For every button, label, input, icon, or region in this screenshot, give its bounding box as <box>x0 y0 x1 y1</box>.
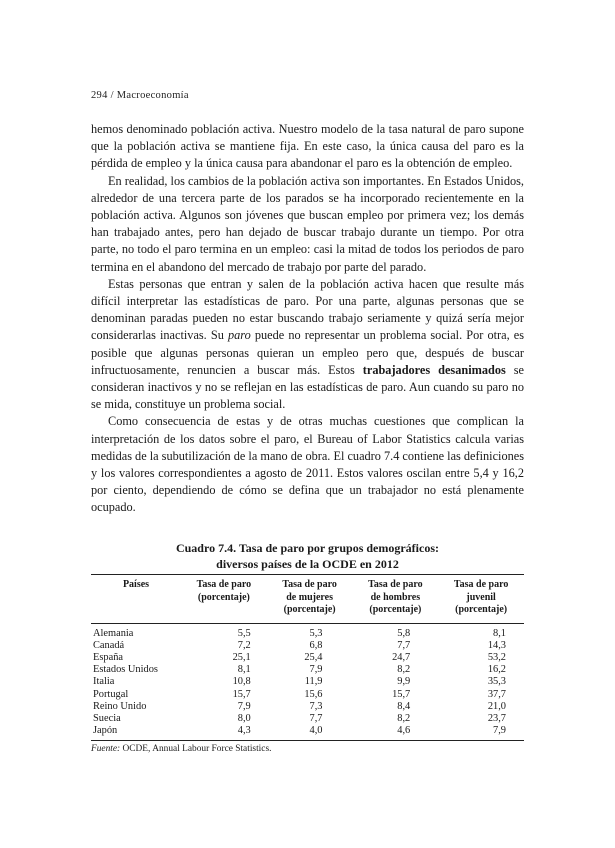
cell-women: 7,9 <box>309 664 323 676</box>
header-rate-line-2: (porcentaje) <box>197 591 250 603</box>
paragraph-3 <box>91 276 524 414</box>
cell-rate: 7,2 <box>237 639 251 651</box>
cell-country: Canadá <box>93 639 125 651</box>
bold-term-trabajadores-desanimados: trabajadores desanimados <box>362 362 506 377</box>
table-row <box>91 689 524 701</box>
paragraph-4: Como consecuencia de estas y de otras muchas cuestiones que complican la interpretación de los datos sobre el paro, el Bureau of Labor Statistics calcula varias medidas de la subutilización de la mano de obra. El cuadro 7.4 contiene las definiciones y los valores correspondientes a agosto de 2011. Estos valores oscilan entre 5,4 y 16,2 por ciento, dependiendo de cómo se defina que un trabajador no está plenamente ocupado. <box>91 414 524 515</box>
table-caption <box>91 540 524 572</box>
cell-youth: 21,0 <box>487 700 506 712</box>
cell-men: 8,2 <box>397 712 411 724</box>
cell-youth: 8,1 <box>493 627 506 639</box>
header-men-line-2: de hombres <box>370 591 421 603</box>
paragraph-2: En realidad, los cambios de la población activa son importantes. En Estados Unidos, alrededor de una tercera parte de los parados se ha incorporado recientemente en la población activa. Algunos son jóvenes que buscan empleo por primera vez; los demás han trabajado antes, pero han dejado de buscar trabajo durante un tiempo. Por otra parte, no todo el paro termina en un empleo: casi la mitad de todos los periodos de paro termina en el abandono del mercado de trabajo por parte del parado. <box>91 173 524 274</box>
running-head: 294 / Macroeconomía <box>91 90 189 101</box>
cell-youth: 14,3 <box>487 639 506 651</box>
header-rate-line-1: Tasa de paro <box>196 579 252 590</box>
cell-youth: 37,7 <box>487 688 506 700</box>
table-row <box>91 713 524 725</box>
cell-country: Alemania <box>93 627 134 639</box>
header-youth-line-2: juvenil <box>466 591 496 603</box>
table-row <box>91 664 524 676</box>
body-text <box>91 121 524 517</box>
cell-rate: 8,1 <box>237 664 251 676</box>
header-men <box>353 575 439 624</box>
cell-men: 4,6 <box>353 725 439 741</box>
header-youth <box>438 575 524 624</box>
header-country: Países <box>91 575 181 624</box>
header-youth-line-1: Tasa de paro <box>453 579 509 590</box>
cell-men: 8,2 <box>397 664 411 676</box>
cell-rate: 4,3 <box>181 725 267 741</box>
cell-men: 5,8 <box>397 627 411 639</box>
cell-women: 7,3 <box>309 700 323 712</box>
source-text: OCDE, Annual Labour Force Statistics. <box>120 744 272 754</box>
cell-women: 4,0 <box>267 725 353 741</box>
paragraph-3-part-c: se consideran inactivos y no se reflejan en las estadísticas de paro. Aun cuando su paro no se mida, constituye un problema social. <box>91 362 524 412</box>
cell-youth: 35,3 <box>487 676 506 688</box>
cell-men: 9,9 <box>397 676 411 688</box>
paragraph-1: hemos denominado población activa. Nuestro modelo de la tasa natural de paro supone que la población activa se mantiene fija. En este caso, la única causa del paro es la pérdida de empleo y la única causa para abandonar el paro es la obtención de empleo. <box>91 122 524 171</box>
table-row <box>91 640 524 652</box>
cell-rate: 5,5 <box>237 627 251 639</box>
cell-country: España <box>93 651 124 663</box>
cell-men: 24,7 <box>392 651 411 663</box>
table-row <box>91 725 524 741</box>
cell-women: 7,7 <box>309 712 323 724</box>
cell-country: Suecia <box>93 712 121 724</box>
header-women <box>267 575 353 624</box>
header-women-line-2: de mujeres <box>286 591 333 603</box>
table-source-note <box>91 744 271 754</box>
source-label: Fuente: <box>91 744 121 754</box>
cell-rate: 7,9 <box>237 700 251 712</box>
cell-women: 5,3 <box>309 627 323 639</box>
cell-rate: 8,0 <box>237 712 251 724</box>
paragraph-3-part-a: Estas personas que entran y salen de la población activa hacen que resulte más difícil interpretar las estadísticas de paro. Por una parte, algunas personas que se denominan paradas pueden no estar buscando trabajo seriamente y quizá sería mejor considerarlas inactivas. Su <box>91 276 524 343</box>
table-header-row <box>91 575 524 624</box>
table-row <box>91 623 524 640</box>
cell-youth: 7,9 <box>438 725 524 741</box>
cell-women: 25,4 <box>304 651 323 663</box>
unemployment-table <box>91 574 524 741</box>
italic-term-paro: paro <box>227 328 251 343</box>
cell-country: Reino Unido <box>93 700 147 712</box>
table-row <box>91 652 524 664</box>
header-rate <box>181 575 267 624</box>
table-body <box>91 623 524 741</box>
cell-country: Italia <box>93 676 115 688</box>
cell-rate: 25,1 <box>232 651 251 663</box>
cell-country: Japón <box>91 725 181 741</box>
cell-rate: 10,8 <box>232 676 251 688</box>
header-women-line-3: (porcentaje) <box>283 604 336 615</box>
cell-country: Portugal <box>93 688 129 700</box>
header-men-line-3: (porcentaje) <box>369 604 422 615</box>
header-women-line-1: Tasa de paro <box>282 579 337 590</box>
table-caption-line-1: Cuadro 7.4. Tasa de paro por grupos demográficos: <box>175 541 440 555</box>
table-row <box>91 676 524 688</box>
cell-youth: 53,2 <box>487 651 506 663</box>
cell-youth: 23,7 <box>487 712 506 724</box>
cell-women: 11,9 <box>304 676 323 688</box>
cell-men: 7,7 <box>397 639 411 651</box>
cell-rate: 15,7 <box>232 688 251 700</box>
paragraph-3-part-b: puede no representar un problema social. Por otra, es posible que algunas personas quieran un empleo pero que, después de buscar infructuosamente, renuncien a buscar más. Estos <box>91 328 524 377</box>
table-caption-line-2: diversos países de la OCDE en 2012 <box>216 557 399 571</box>
cell-youth: 16,2 <box>487 664 506 676</box>
cell-women: 15,6 <box>304 688 323 700</box>
cell-men: 8,4 <box>397 700 411 712</box>
cell-women: 6,8 <box>309 639 323 651</box>
header-youth-line-3: (porcentaje) <box>455 604 508 615</box>
table-row <box>91 701 524 713</box>
cell-country: Estados Unidos <box>93 664 158 676</box>
header-men-line-1: Tasa de paro <box>368 579 423 590</box>
cell-men: 15,7 <box>392 688 411 700</box>
